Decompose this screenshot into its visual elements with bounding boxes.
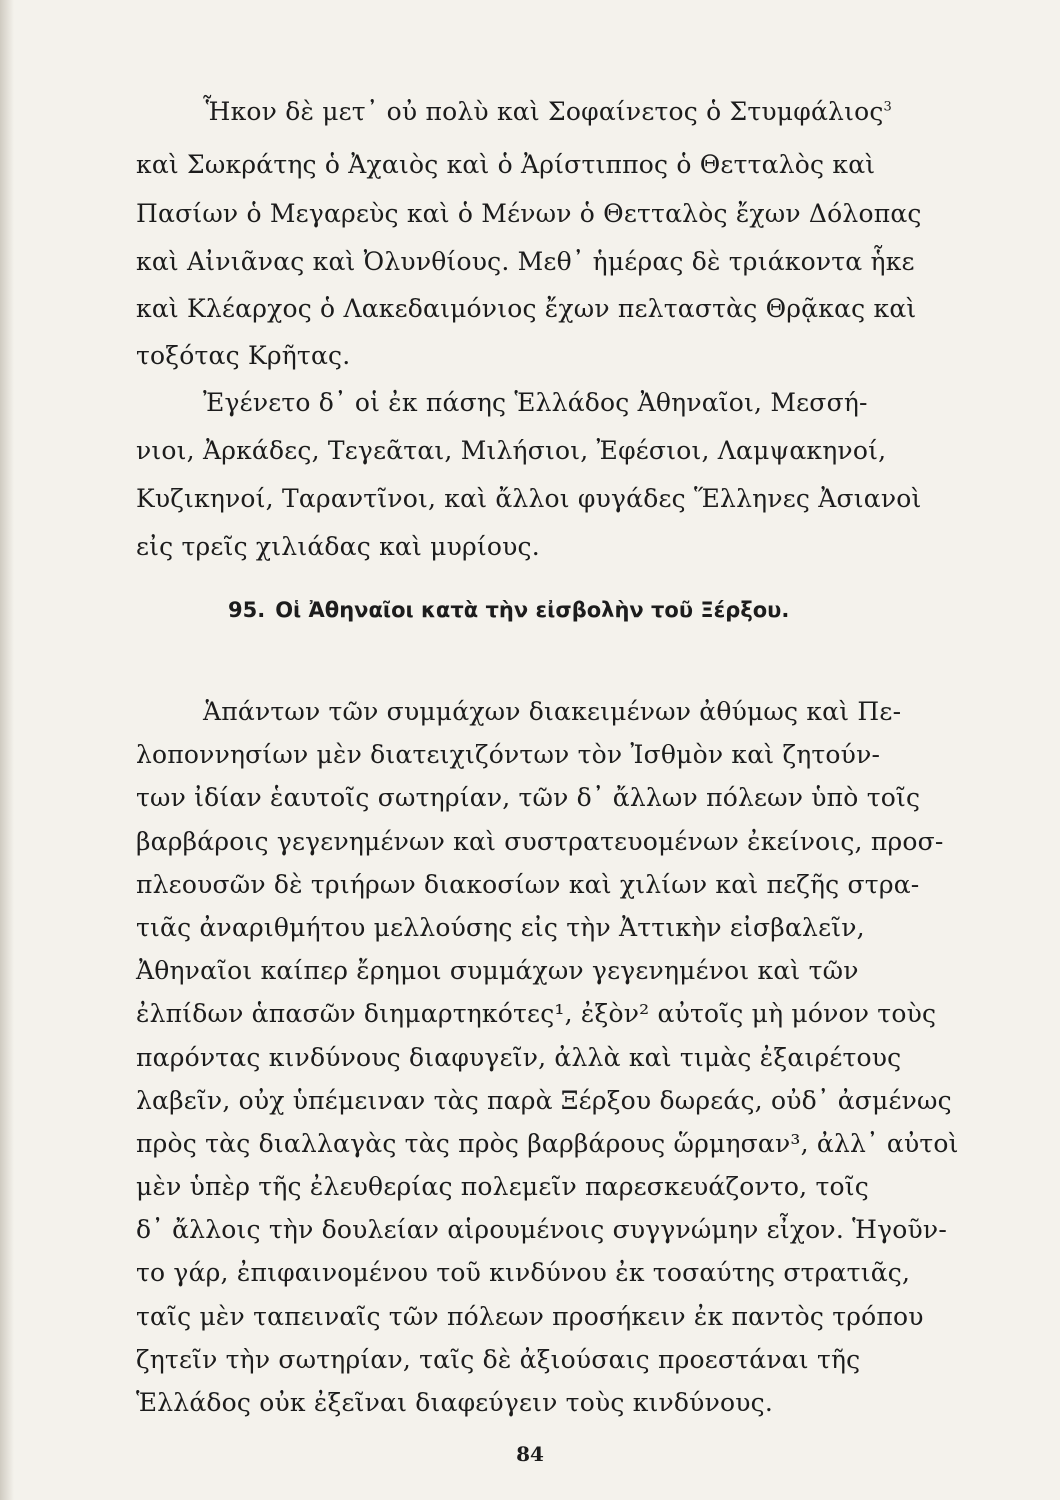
text-line: βαρβάροις γεγενημένων καὶ συστρατευομένων ἐκείνοις, προσ- bbox=[136, 827, 944, 856]
text-line: Ἀθηναῖοι καίπερ ἔρημοι συμμάχων γεγενημένοι καὶ τῶν bbox=[136, 956, 859, 985]
page-edge-shadow bbox=[0, 0, 14, 1500]
text-line: μὲν ὑπὲρ τῆς ἐλευθερίας πολεμεῖν παρεσκευάζοντο, τοῖς bbox=[136, 1172, 869, 1201]
text-line: λοποννησίων μὲν διατειχιζόντων τὸν Ἰσθμὸν καὶ ζητούν- bbox=[136, 740, 881, 769]
text-line: Πασίων ὁ Μεγαρεὺς καὶ ὁ Μένων ὁ Θετταλὸς ἔχων Δόλοπας bbox=[136, 199, 922, 228]
text-line: δ᾽ ἄλλοις τὴν δουλείαν αἱρουμένοις συγγνώμην εἶχον. Ἡγοῦν- bbox=[136, 1215, 947, 1244]
text-line: καὶ Κλέαρχος ὁ Λακεδαιμόνιος ἔχων πελταστὰς Θρᾷκας καὶ bbox=[136, 294, 917, 323]
text-line: ἐλπίδων ἁπασῶν διημαρτηκότες¹, ἐξὸν² αὐτοῖς μὴ μόνον τοὺς bbox=[136, 999, 937, 1028]
section-number: 95. bbox=[228, 598, 266, 622]
text-line: τιᾶς ἀναριθμήτου μελλούσης εἰς τὴν Ἀττικὴν εἰσβαλεῖν, bbox=[136, 913, 865, 942]
section-heading bbox=[228, 596, 789, 624]
text-line: καὶ Σωκράτης ὁ Ἀχαιὸς καὶ ὁ Ἀρίστιππος ὁ Θετταλὸς καὶ bbox=[136, 150, 876, 179]
text-line: Ἧκον δὲ μετ᾽ οὐ πολὺ καὶ Σοφαίνετος ὁ Στυμφάλιος$^3$ bbox=[203, 97, 893, 126]
text-line: Ἐγένετο δ᾽ οἱ ἐκ πάσης Ἑλλάδος Ἀθηναῖοι, Μεσσή- bbox=[203, 388, 868, 417]
text-line: Ἑλλάδος οὐκ ἐξεῖναι διαφεύγειν τοὺς κινδύνους. bbox=[136, 1388, 773, 1417]
text-line: λαβεῖν, οὐχ ὑπέμειναν τὰς παρὰ Ξέρξου δωρεάς, οὐδ᾽ ἀσμένως bbox=[136, 1086, 952, 1115]
text-line: εἰς τρεῖς χιλιάδας καὶ μυρίους. bbox=[136, 532, 540, 561]
section-title: Οἱ Ἀθηναῖοι κατὰ τὴν εἰσβολὴν τοῦ Ξέρξου. bbox=[275, 598, 790, 622]
text-line: Κυζικηνοί, Ταραντῖνοι, καὶ ἄλλοι φυγάδες Ἕλληνες Ἀσιανοὶ bbox=[136, 484, 922, 513]
text-line: καὶ Αἰνιᾶνας καὶ Ὀλυνθίους. Μεθ᾽ ἡμέρας δὲ τριάκοντα ἧκε bbox=[136, 247, 915, 276]
text-line: τοξότας Κρῆτας. bbox=[136, 341, 351, 370]
text-line: νιοι, Ἀρκάδες, Τεγεᾶται, Μιλήσιοι, Ἐφέσιοι, Λαμψακηνοί, bbox=[136, 436, 887, 465]
footnote-marker: 3 bbox=[883, 99, 893, 115]
text-line: παρόντας κινδύνους διαφυγεῖν, ἀλλὰ καὶ τιμὰς ἐξαιρέτους bbox=[136, 1043, 902, 1072]
text-line: των ἰδίαν ἑαυτοῖς σωτηρίαν, τῶν δ᾽ ἄλλων πόλεων ὑπὸ τοῖς bbox=[136, 783, 921, 812]
text-line: πρὸς τὰς διαλλαγὰς τὰς πρὸς βαρβάρους ὥρμησαν³, ἀλλ᾽ αὐτοὶ bbox=[136, 1129, 959, 1158]
text-line: το γάρ, ἐπιφαινομένου τοῦ κινδύνου ἐκ τοσαύτης στρατιᾶς, bbox=[136, 1258, 911, 1287]
text-line: ζητεῖν τὴν σωτηρίαν, ταῖς δὲ ἀξιούσαις προεστάναι τῆς bbox=[136, 1345, 861, 1374]
text-line: Ἁπάντων τῶν συμμάχων διακειμένων ἀθύμως καὶ Πε- bbox=[203, 697, 902, 726]
text-line: ταῖς μὲν ταπειναῖς τῶν πόλεων προσήκειν ἐκ παντὸς τρόπου bbox=[136, 1302, 924, 1331]
text-line: πλεουσῶν δὲ τριήρων διακοσίων καὶ χιλίων καὶ πεζῆς στρα- bbox=[136, 870, 920, 899]
page-number: 84 bbox=[516, 1442, 544, 1466]
